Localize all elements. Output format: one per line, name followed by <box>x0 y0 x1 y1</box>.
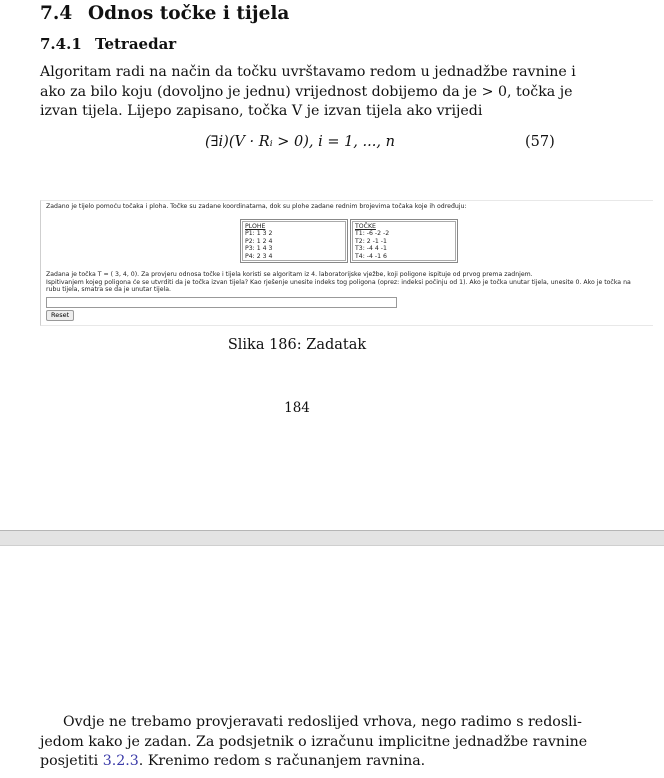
equation: (∃i)(V · Rᵢ > 0), i = 1, ..., n <box>205 134 395 150</box>
point-row: T1: -6 -2 -2 <box>355 230 390 238</box>
face-row: P3: 1 4 3 <box>245 245 273 253</box>
task-question <box>46 271 646 294</box>
task-intro: Zadano je tijelo pomoću točaka i ploha. Točke su zadane koordinatama, dok su plohe zadane rednim brojevima točaka koje ih određuju: <box>46 203 467 210</box>
question-line: Ispitivanjem kojeg poligona će se utvrditi da je točka izvan tijela? Kao rješenje unesite indeks tog poligona (oprez: indeksi počinju od 1). Ako je točka unutar tijela, unesite 0. Ako je točka na <box>46 278 631 286</box>
point-row: T4: -4 -1 6 <box>355 252 387 260</box>
paragraph-line: jedom kako je zadan. Za podsjetnik o izračunu implicitne jednadžbe ravnine <box>40 733 588 750</box>
section-heading <box>40 3 289 24</box>
question-line: rubu tijela, smatra se da je unutar tijela. <box>46 286 171 294</box>
text-segment: . Krenimo redom s računanjem ravnina. <box>138 753 426 769</box>
subsection-number: 7.4.1 <box>40 35 82 53</box>
face-row: P4: 2 3 4 <box>245 252 273 260</box>
paragraph-line: Algoritam radi na način da točku uvrštavamo redom u jednadžbe ravnine i <box>40 64 576 80</box>
faces-header: PLOHE <box>245 223 266 230</box>
page-number: 184 <box>284 400 310 416</box>
subsection-title: Tetraedar <box>95 35 177 53</box>
point-row: T2: 2 -1 -1 <box>355 237 387 245</box>
paragraph-line: izvan tijela. Lijepo zapisano, točka V je izvan tijela ako vrijedi <box>40 103 483 119</box>
face-row: P2: 1 2 4 <box>245 237 273 245</box>
page-separator <box>0 530 664 546</box>
paragraph-line: Ovdje ne trebamo provjeravati redoslijed vrhova, nego radimo s redosli- <box>63 714 582 730</box>
subsection-heading <box>40 35 176 53</box>
text-segment: posjetiti <box>40 753 103 769</box>
section-number: 7.4 <box>40 3 73 24</box>
algorithm-paragraph <box>40 63 576 122</box>
section-reference-link[interactable]: 3.2.3 <box>102 753 139 769</box>
next-paragraph <box>40 713 588 772</box>
paragraph-line: ako za bilo koju (dovoljno je jednu) vrijednost dobijemo da je > 0, točka je <box>40 83 573 100</box>
points-table <box>350 219 458 263</box>
answer-input[interactable] <box>46 297 397 308</box>
question-line: Zadana je točka T = ( 3, 4, 0). Za provjeru odnosa točke i tijela koristi se algoritam iz 4. laboratorijske vježbe, koji poligone ispituje od prvog prema zadnjem. <box>46 271 533 278</box>
reset-button[interactable]: Reset <box>46 310 74 321</box>
section-title: Odnos točke i tijela <box>88 3 290 24</box>
paragraph-line <box>40 752 554 772</box>
points-header: TOČKE <box>355 223 376 230</box>
task-figure <box>40 200 653 326</box>
equation-number: (57) <box>525 134 555 150</box>
figure-caption: Slika 186: Zadatak <box>227 337 367 353</box>
faces-table <box>240 219 348 263</box>
point-row: T3: -4 4 -1 <box>355 245 387 253</box>
face-row: P1: 1 3 2 <box>245 230 273 238</box>
next-page <box>0 546 664 778</box>
